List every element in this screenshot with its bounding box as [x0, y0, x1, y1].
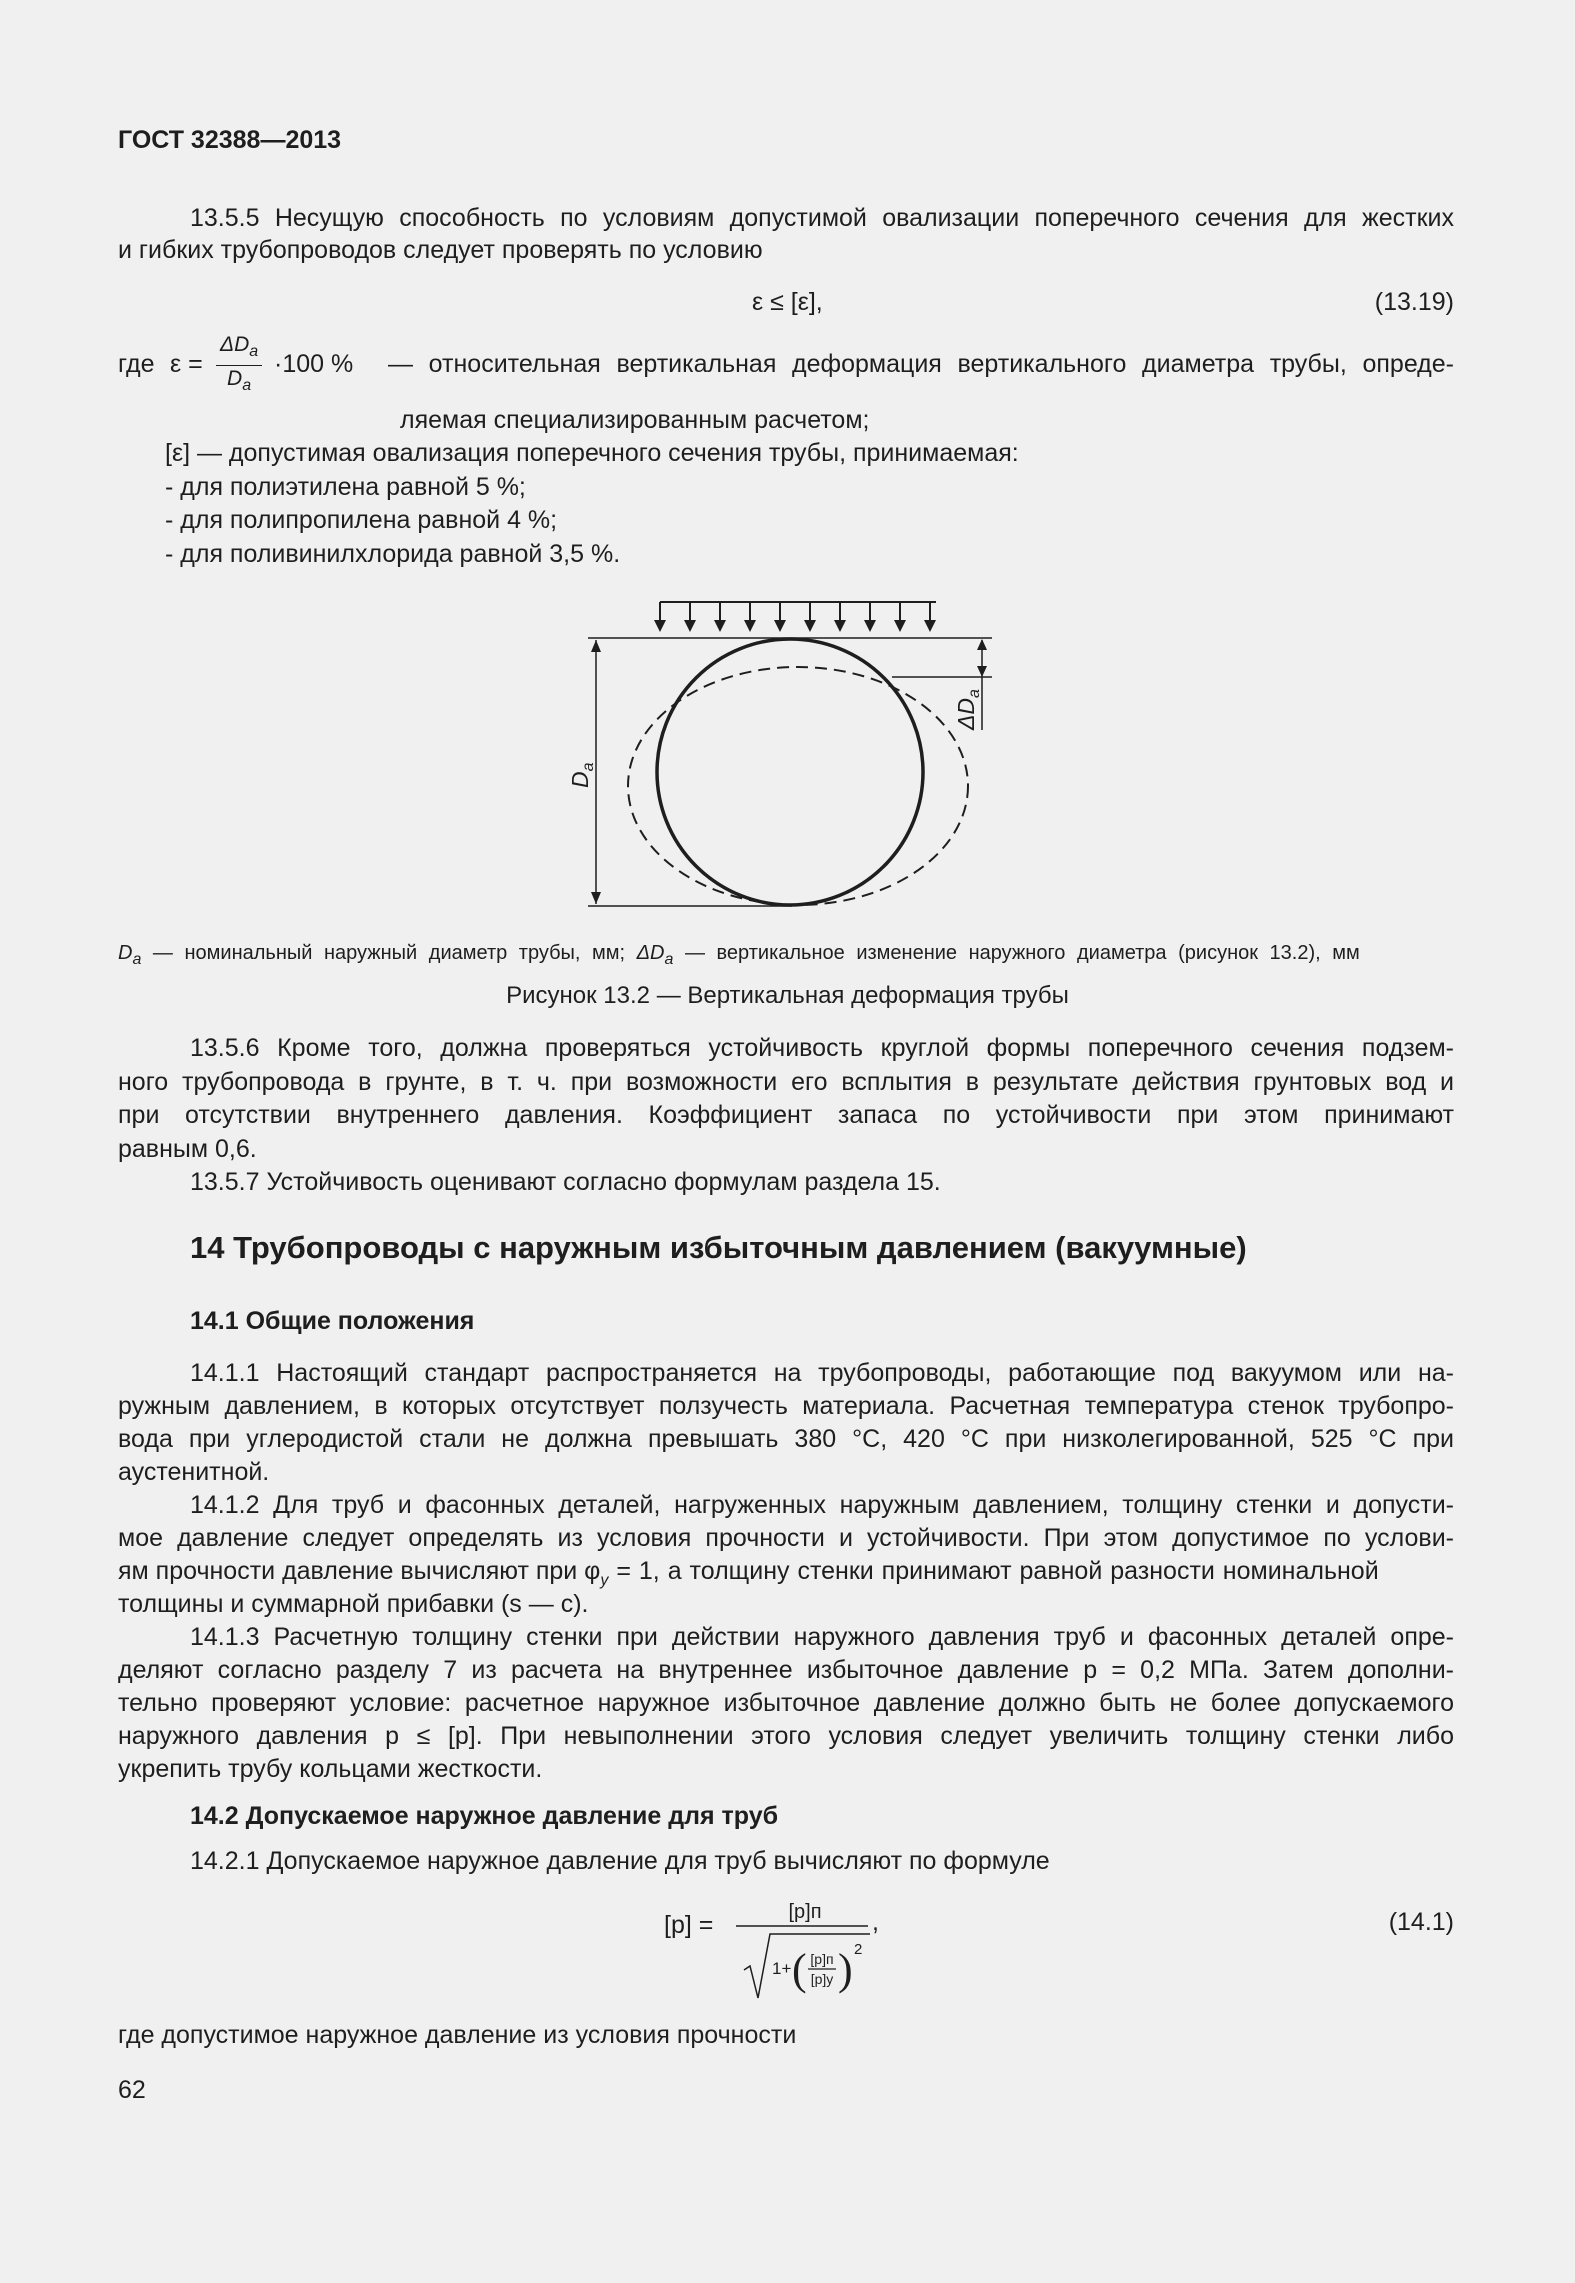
- times-100: ·100 %: [274, 350, 354, 378]
- label-delta-Da: $\Delta D_a$: [953, 689, 983, 730]
- legend-Da-sub: a: [132, 951, 142, 968]
- p1356-line1: 13.5.6 Кроме того, должна проверяться устойчивость круглой формы поперечного сечения подзем-: [190, 1034, 1454, 1062]
- subsection-14-1-title: 14.1 Общие положения: [190, 1307, 475, 1335]
- paren-left: (: [792, 1945, 807, 1994]
- p1357: 13.5.7 Устойчивость оценивают согласно формулам раздела 15.: [190, 1168, 941, 1196]
- eq141-numerator: [p]п: [788, 1901, 822, 1923]
- figure-legend: [118, 937, 1360, 976]
- legend-dDa-sub: a: [664, 951, 674, 968]
- legend-Da: D: [118, 942, 133, 964]
- eq141-fraction: [730, 1896, 880, 2006]
- dim-arrow-top: [591, 640, 601, 652]
- p1356-line4: равным 0,6.: [118, 1135, 257, 1163]
- allowed-ovalization: [ε] — допустимая овализация поперечного сечения трубы, принимаемая:: [165, 439, 1019, 467]
- list-item-pe: - для полиэтилена равной 5 %;: [165, 473, 526, 501]
- equation-number-14-1: (14.1): [1388, 1908, 1454, 1936]
- p1412-l3a: ям прочности давление вычисляют при φ: [118, 1557, 601, 1585]
- frac-num-sub: a: [249, 343, 259, 361]
- p1421: 14.2.1 Допускаемое наружное давление для труб вычисляют по формуле: [190, 1847, 1050, 1875]
- p1413-line3: тельно проверяют условие: расчетное наружное избыточное давление должно быть не более допускаемого: [118, 1689, 1454, 1717]
- p1412-line1: 14.1.2 Для труб и фасонных деталей, нагруженных наружным давлением, толщину стенки и допусти-: [190, 1491, 1454, 1519]
- eq141-lhs: [p] =: [664, 1911, 714, 1939]
- eq141-one-plus: 1+: [772, 1959, 792, 1978]
- p1412-l3sub: y: [600, 1572, 609, 1589]
- p1356-line3: при отсутствии внутреннего давления. Коэффициент запаса по устойчивости при этом принимают: [118, 1101, 1454, 1129]
- where-label: где: [118, 350, 155, 378]
- frac-den-sub: a: [242, 377, 252, 395]
- equation-number-13-19: (13.19): [1374, 288, 1454, 316]
- p1355-line2: и гибких трубопроводов следует проверять по условию: [118, 236, 763, 264]
- frac-den: D: [227, 367, 243, 391]
- p1411-line3: вода при углеродистой стали не должна превышать 380 °С, 420 °С при низколегированной, 525 °С при: [118, 1425, 1454, 1453]
- list-item-pp: - для полипропилена равной 4 %;: [165, 506, 558, 534]
- p1411-line2: ружным давлением, в которых отсутствует ползучесть материала. Расчетная температура стенок трубопро-: [118, 1392, 1454, 1420]
- pipe-section-original: [657, 639, 923, 905]
- eq141-comma: ,: [872, 1908, 879, 1936]
- p1411-line1: 14.1.1 Настоящий стандарт распространяется на трубопроводы, работающие под вакуумом или на-: [190, 1359, 1454, 1387]
- eq141-inner-numerator: [p]п: [810, 1951, 834, 1967]
- eq141-inner-denominator: [p]у: [810, 1971, 834, 1987]
- equation-13-19: ε ≤ [ε],: [752, 288, 823, 316]
- p1412-line2: мое давление следует определять из условия прочности и устойчивости. При этом допустимое по услови-: [118, 1524, 1454, 1552]
- p1413-line2: деляют согласно разделу 7 из расчета на внутреннее избыточное давление p = 0,2 МПа. Затем дополни-: [118, 1656, 1454, 1684]
- p1411-line4: аустенитной.: [118, 1458, 270, 1486]
- delta-arrow-bottom: [977, 666, 987, 677]
- section-14-title: 14 Трубопроводы с наружным избыточным давлением (вакуумные): [190, 1230, 1247, 1265]
- legend-dDa: ΔD: [636, 942, 665, 964]
- load-arrows: [654, 602, 936, 632]
- list-item-pvc: - для поливинилхлорида равной 3,5 %.: [165, 540, 621, 568]
- p1355-line1: 13.5.5 Несущую способность по условиям допустимой овализации поперечного сечения для жестких: [190, 204, 1454, 232]
- legend-Da-desc: — номинальный наружный диаметр трубы, мм;: [141, 942, 637, 964]
- epsilon-description-cont: ляемая специализированным расчетом;: [400, 406, 870, 434]
- p1413-line1: 14.1.3 Расчетную толщину стенки при действии наружного давления труб и фасонных деталей опре-: [190, 1623, 1454, 1651]
- legend-dDa-desc: — вертикальное изменение наружного диаметра (рисунок 13.2), мм: [673, 942, 1360, 964]
- paren-right: ): [838, 1945, 853, 1994]
- page-number: 62: [118, 2076, 146, 2104]
- epsilon-def: ε =: [170, 350, 203, 378]
- dim-arrow-bottom: [591, 892, 601, 904]
- epsilon-fraction: [216, 332, 262, 399]
- p1413-line4: наружного давления p ≤ [p]. При невыполнении этого условия следует увеличить толщину стенки либо: [118, 1722, 1454, 1750]
- figure-13-2-diagram: [560, 588, 1020, 918]
- delta-arrow-top: [977, 639, 987, 650]
- p1413-line5: укрепить трубу кольцами жесткости.: [118, 1755, 543, 1783]
- where-strength: где допустимое наружное давление из условия прочности: [118, 2021, 797, 2049]
- label-Da: $D_a$: [567, 762, 597, 788]
- p1356-line2: ного трубопровода в грунте, в т. ч. при возможности его всплытия в результате действия грунтовых вод и: [118, 1068, 1454, 1096]
- eq141-power: 2: [854, 1941, 863, 1958]
- pipe-section-deformed: [628, 667, 968, 905]
- figure-caption: Рисунок 13.2 — Вертикальная деформация трубы: [506, 982, 1069, 1009]
- epsilon-description: — относительная вертикальная деформация вертикального диаметра трубы, опреде-: [388, 350, 1454, 378]
- p1412-l3b: = 1, а толщину стенки принимают равной разности номинальной: [608, 1557, 1379, 1585]
- p1412-line4: толщины и суммарной прибавки (s — c).: [118, 1590, 589, 1618]
- frac-num: ΔD: [220, 333, 250, 356]
- document-code: ГОСТ 32388—2013: [118, 126, 342, 154]
- subsection-14-2-title: 14.2 Допускаемое наружное давление для труб: [190, 1802, 779, 1830]
